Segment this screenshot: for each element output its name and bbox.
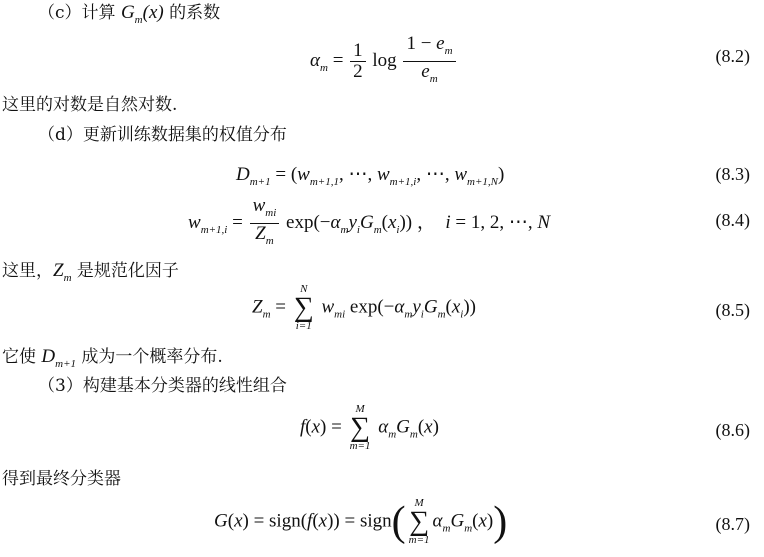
step-c-heading (38, 2, 220, 31)
equation-number-8-7: (8.7) (715, 514, 750, 534)
dm1-math: $D_{m+1}$ (41, 346, 77, 370)
equation-number-8-6: (8.6) (715, 420, 750, 440)
equation-8-7: G(x) = sign(f(x)) = sign( M ∑ m=1 $\alpha_mG_m(x)$) (214, 497, 508, 546)
equation-number-8-4: (8.4) (715, 210, 750, 230)
equation-8-4: $w_{m+1,i}$ = $\frac{w_{mi}}{Z_m}$ $\exp(-\alpha_my_iG_m(x_i))$ ， i = 1, 2, ⋯, N (188, 195, 551, 247)
equation-8-6: f(x) = M ∑ m=1 $\alpha_mG_m(x)$ (300, 403, 439, 452)
zm-math: $Z_m$ (53, 260, 72, 284)
step-3-heading: （3）构建基本分类器的线性组合 (38, 376, 287, 396)
step-c-tail: 的系数 (163, 3, 221, 23)
zm-intro-tail: 是规范化因子 (71, 261, 179, 281)
zm-intro (2, 260, 179, 289)
equation-number-8-2: (8.2) (715, 46, 750, 66)
equation-8-5: $Z_m$ = N ∑ i=1 $w_{mi}$ $\exp(-\alpha_my_iG_m(x_i))$ (252, 283, 476, 332)
prob-note (2, 346, 223, 375)
step-c-text: （c）计算 (38, 3, 121, 23)
prob-note-tail: 成为一个概率分布. (76, 347, 223, 367)
equation-number-8-5: (8.5) (715, 300, 750, 320)
natural-log-note: 这里的对数是自然对数. (2, 95, 178, 115)
step-d-heading: （d）更新训练数据集的权值分布 (38, 125, 287, 145)
equation-8-3: $D_{m+1} = (w_{m+1,1}$, ⋯, $w_{m+1,i}$, ⋯, $w_{m+1,N}$) (236, 164, 505, 188)
step-c-math: $G_m(x)$ (120, 2, 164, 26)
equation-number-8-3: (8.3) (715, 164, 750, 184)
prob-note-text: 它使 (2, 347, 42, 367)
final-classifier-note: 得到最终分类器 (2, 469, 121, 489)
equation-8-2: $\alpha_m$ = $\frac{1}{2}$ log $\frac{1 - e_m}{e_m}$ (310, 34, 458, 89)
zm-intro-text: 这里， (2, 261, 53, 281)
